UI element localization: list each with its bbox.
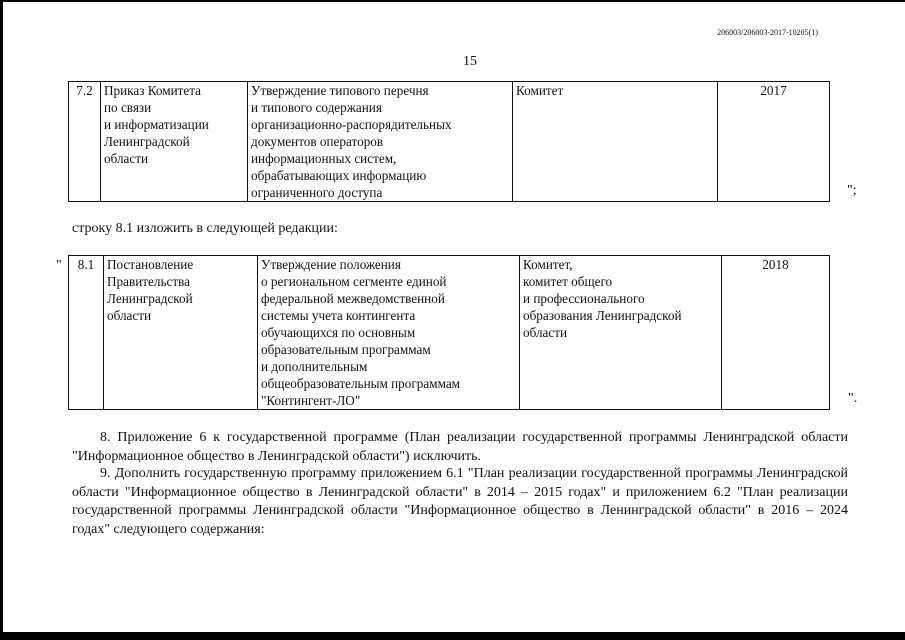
content-cell xyxy=(248,82,513,202)
text-line: обучающихся по основным xyxy=(261,325,416,340)
year-cell: 2017 xyxy=(718,82,830,202)
paragraph-8: 8. Приложение 6 к государственной программе (План реализации государственной программы Ленинградской области "Информационное общество в Ленинградской области") исключить. xyxy=(72,430,848,464)
paragraph-9: 9. Дополнить государственную программу приложением 6.1 "План реализации государственной программы Ленинградской области "Информационное общество в Ленинградской области" в 2014 – 2015 годах" и приложением 6.2 "План реализации государственной программы Ленинградской области "Информационное общество в Ленинградской области" в 2016 – 2024 годах" следующего содержания: xyxy=(72,466,848,537)
text-line: и дополнительным xyxy=(261,359,368,374)
scan-border-bottom xyxy=(0,632,905,640)
text-line: организационно-распорядительных xyxy=(251,117,452,132)
text-line: и информатизации xyxy=(104,117,209,132)
text-line: "Контингент-ЛО" xyxy=(261,393,361,408)
text-line: Утверждение типового перечня xyxy=(251,83,429,98)
text-line: о региональном сегменте единой xyxy=(261,274,447,289)
opening-quote: " xyxy=(56,258,62,273)
text-line: Постановление xyxy=(107,257,194,272)
scan-border-top xyxy=(0,0,905,2)
closing-quote: ". xyxy=(848,391,858,406)
text-line: Комитет xyxy=(516,83,564,98)
table-row-7-2 xyxy=(68,81,830,202)
text-line: информационных систем, xyxy=(251,151,397,166)
text-line: и профессионального xyxy=(523,291,645,306)
document-cell xyxy=(104,256,258,410)
executor-cell xyxy=(520,256,722,410)
document-cell xyxy=(101,82,248,202)
text-line: Ленинградской xyxy=(104,134,190,149)
text-line: и типового содержания xyxy=(251,100,382,115)
row-number: 8.1 xyxy=(69,256,104,410)
row-number: 7.2 xyxy=(69,82,101,202)
text-line: документов операторов xyxy=(251,134,384,149)
text-line: Приказ Комитета xyxy=(104,83,202,98)
content-cell xyxy=(258,256,520,410)
text-line: комитет общего xyxy=(523,274,613,289)
text-line: общеобразовательным программам xyxy=(261,376,461,391)
document-id: 206003/206003-2017-10205(1) xyxy=(717,28,818,37)
scan-border-left xyxy=(0,0,3,640)
text-line: образовательным программам xyxy=(261,342,431,357)
text-line: Правительства xyxy=(107,274,190,289)
text-line: Ленинградской xyxy=(107,291,193,306)
text-line: федеральной межведомственной xyxy=(261,291,445,306)
text-line: ограниченного доступа xyxy=(251,185,383,200)
text-line: области xyxy=(104,151,149,166)
text-line: системы учета контингента xyxy=(261,308,416,323)
table-row-8-1 xyxy=(68,255,830,410)
text-line: области xyxy=(523,325,568,340)
executor-cell xyxy=(513,82,718,202)
text-line: образования Ленинградской xyxy=(523,308,682,323)
text-line: по связи xyxy=(104,100,152,115)
text-line: обрабатывающих информацию xyxy=(251,168,427,183)
year-cell: 2018 xyxy=(722,256,830,410)
page-number: 15 xyxy=(463,54,477,69)
text-line: области xyxy=(107,308,152,323)
text-line: Комитет, xyxy=(523,257,573,272)
intro-text: строку 8.1 изложить в следующей редакции: xyxy=(72,221,338,236)
text-line: Утверждение положения xyxy=(261,257,401,272)
closing-quote: "; xyxy=(847,183,857,198)
